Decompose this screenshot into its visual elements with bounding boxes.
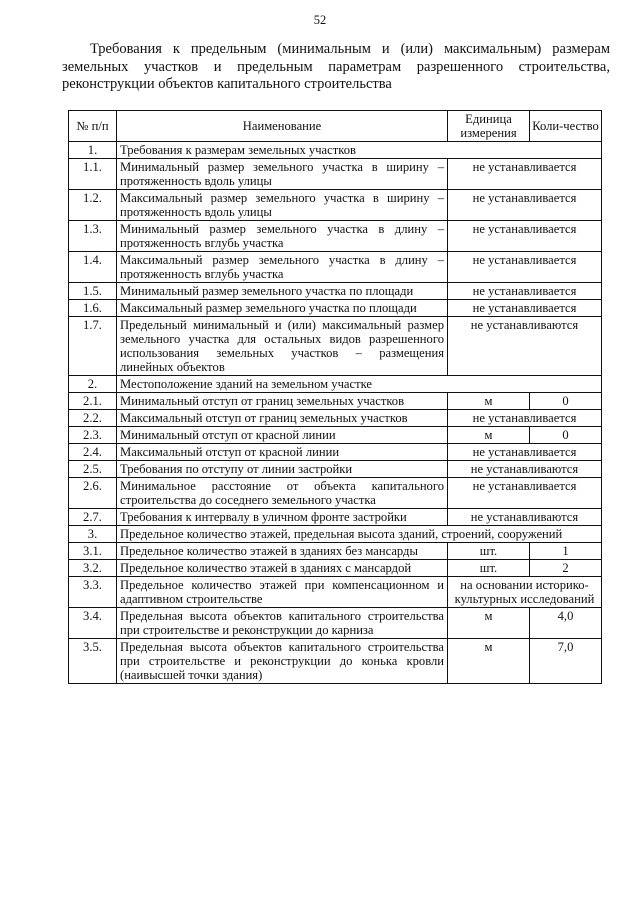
row-quantity: 0	[530, 427, 602, 444]
row-name: Максимальный размер земельного участка в ширину – протяженность вдоль улицы	[117, 190, 448, 221]
row-number: 1.	[69, 142, 117, 159]
row-number: 3.4.	[69, 608, 117, 639]
table-row	[69, 461, 602, 478]
row-name: Минимальный размер земельного участка в длину – протяженность вглубь участка	[117, 221, 448, 252]
table-row	[69, 577, 602, 608]
row-name: Предельная высота объектов капитального строительства при строительстве и реконструкции до карниза	[117, 608, 448, 639]
row-number: 2.4.	[69, 444, 117, 461]
row-number: 2.	[69, 376, 117, 393]
row-unit: шт.	[448, 560, 530, 577]
section-title: Местоположение зданий на земельном участке	[117, 376, 602, 393]
table-row	[69, 393, 602, 410]
row-name: Минимальный отступ от красной линии	[117, 427, 448, 444]
table-row	[69, 159, 602, 190]
row-value: не устанавливается	[448, 410, 602, 427]
row-value: не устанавливается	[448, 252, 602, 283]
row-number: 3.	[69, 526, 117, 543]
row-name: Предельное количество этажей при компенсационном и адаптивном строительстве	[117, 577, 448, 608]
row-value: не устанавливаются	[448, 509, 602, 526]
row-name: Предельный минимальный и (или) максимальный размер земельного участка для остальных видов разрешенного использования земельных участков – размещения линейных объектов	[117, 317, 448, 376]
table-row	[69, 543, 602, 560]
row-number: 2.1.	[69, 393, 117, 410]
table-row	[69, 376, 602, 393]
row-number: 2.2.	[69, 410, 117, 427]
table-row	[69, 300, 602, 317]
row-name: Минимальный размер земельного участка в ширину – протяженность вдоль улицы	[117, 159, 448, 190]
row-number: 1.7.	[69, 317, 117, 376]
row-quantity: 0	[530, 393, 602, 410]
row-value: на основании историко-культурных исследований	[448, 577, 602, 608]
row-name: Требования к интервалу в уличном фронте застройки	[117, 509, 448, 526]
row-number: 2.5.	[69, 461, 117, 478]
row-name: Предельное количество этажей в зданиях без мансарды	[117, 543, 448, 560]
row-name: Минимальный отступ от границ земельных участков	[117, 393, 448, 410]
row-number: 2.6.	[69, 478, 117, 509]
row-number: 2.7.	[69, 509, 117, 526]
requirements-table	[68, 110, 602, 684]
table-row	[69, 410, 602, 427]
row-name: Максимальный отступ от границ земельных участков	[117, 410, 448, 427]
row-unit: м	[448, 608, 530, 639]
row-unit: м	[448, 639, 530, 684]
table-header-row	[69, 111, 602, 142]
row-name: Предельная высота объектов капитального строительства при строительстве и реконструкции до конька кровли (наивысшей точки здания)	[117, 639, 448, 684]
header-name: Наименование	[117, 111, 448, 142]
row-value: не устанавливается	[448, 159, 602, 190]
row-number: 1.1.	[69, 159, 117, 190]
row-number: 1.4.	[69, 252, 117, 283]
table-row	[69, 560, 602, 577]
table-row	[69, 639, 602, 684]
table-row	[69, 283, 602, 300]
row-number: 2.3.	[69, 427, 117, 444]
row-number: 3.1.	[69, 543, 117, 560]
row-value: не устанавливаются	[448, 461, 602, 478]
row-number: 1.6.	[69, 300, 117, 317]
row-value: не устанавливается	[448, 300, 602, 317]
row-quantity: 1	[530, 543, 602, 560]
row-number: 1.2.	[69, 190, 117, 221]
row-quantity: 7,0	[530, 639, 602, 684]
header-qty: Коли-чество	[530, 111, 602, 142]
row-name: Минимальный размер земельного участка по площади	[117, 283, 448, 300]
table-row	[69, 252, 602, 283]
row-number: 3.5.	[69, 639, 117, 684]
table-row	[69, 526, 602, 543]
table-row	[69, 317, 602, 376]
table-row	[69, 608, 602, 639]
row-number: 3.3.	[69, 577, 117, 608]
row-number: 3.2.	[69, 560, 117, 577]
row-name: Требования по отступу от линии застройки	[117, 461, 448, 478]
table-row	[69, 444, 602, 461]
row-number: 1.3.	[69, 221, 117, 252]
row-unit: м	[448, 393, 530, 410]
row-unit: шт.	[448, 543, 530, 560]
table-row	[69, 509, 602, 526]
header-unit: Единица измерения	[448, 111, 530, 142]
row-name: Максимальный размер земельного участка по площади	[117, 300, 448, 317]
page-number: 52	[313, 13, 327, 27]
table-body	[69, 142, 602, 684]
row-quantity: 2	[530, 560, 602, 577]
row-name: Максимальный отступ от красной линии	[117, 444, 448, 461]
table-row	[69, 478, 602, 509]
row-value: не устанавливается	[448, 190, 602, 221]
row-value: не устанавливаются	[448, 317, 602, 376]
header-num: № п/п	[69, 111, 117, 142]
section-title: Предельное количество этажей, предельная высота зданий, строений, сооружений	[117, 526, 602, 543]
table-row	[69, 427, 602, 444]
document-title: Требования к предельным (минимальным и (или) максимальным) размерам земельных участков и предельным параметрам разрешенного строительства, реконструкции объектов капитального строительства	[62, 41, 610, 92]
row-number: 1.5.	[69, 283, 117, 300]
table-row	[69, 221, 602, 252]
row-value: не устанавливается	[448, 221, 602, 252]
table-row	[69, 142, 602, 159]
table-row	[69, 190, 602, 221]
row-value: не устанавливается	[448, 478, 602, 509]
section-title: Требования к размерам земельных участков	[117, 142, 602, 159]
row-name: Предельное количество этажей в зданиях с мансардой	[117, 560, 448, 577]
row-value: не устанавливается	[448, 283, 602, 300]
row-quantity: 4,0	[530, 608, 602, 639]
row-unit: м	[448, 427, 530, 444]
row-name: Максимальный размер земельного участка в длину – протяженность вглубь участка	[117, 252, 448, 283]
row-value: не устанавливается	[448, 444, 602, 461]
row-name: Минимальное расстояние от объекта капитального строительства до соседнего земельного участка	[117, 478, 448, 509]
